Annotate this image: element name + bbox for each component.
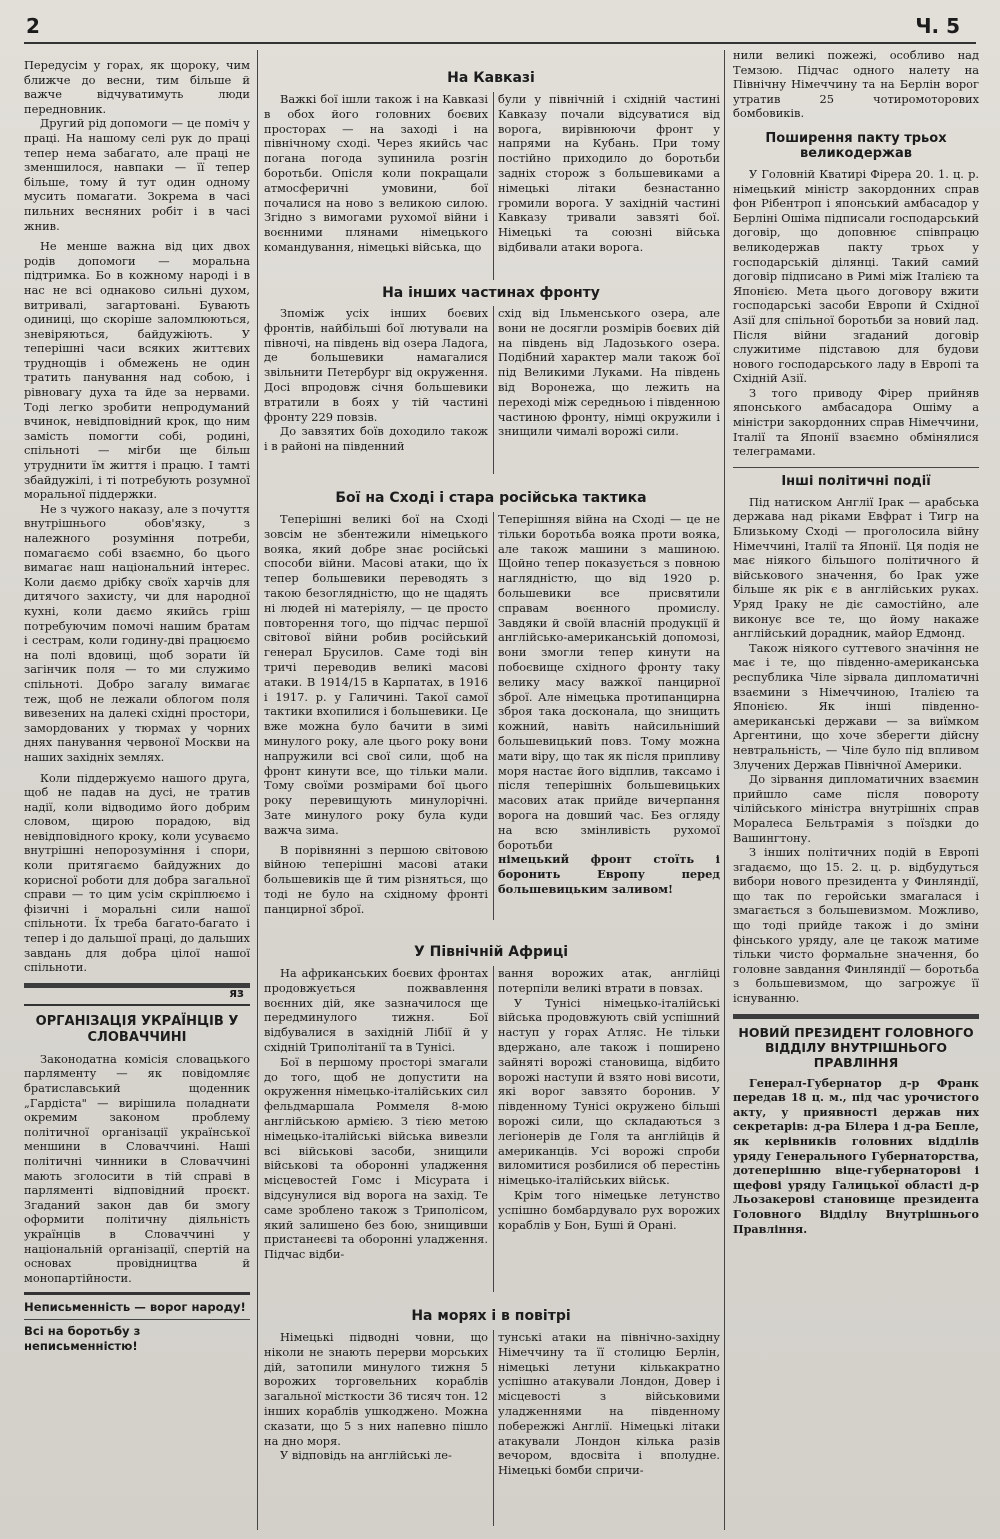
pact-text-2: З того приводу Фірер прийняв японського амбасадора Ошіму а міністри закордонних справ Німеччини, Італії та Японії взаємно обмінялися телеграмами. [733, 385, 979, 459]
president-heading: НОВИЙ ПРЕЗИДЕНТ ГОЛОВНОГО ВІДДІЛУ ВНУТРІШНЬОГО ПРАВЛІННЯ [738, 1024, 974, 1070]
president-text: Генерал-Губернатор д-р Франк передав 18 ц. м., під час урочистого акту, у приявності держав них секретарів: д-ра Білера і д-ра Бепле, як керівників головних відділів уряду Генерального Губернаторства, дотеперішню віце-губернаторові і щефові уряду Галицької області д-р Льозакерові становище президента Головного Відділу Внутрішнього Правління. [733, 1075, 979, 1236]
sea-left [264, 1330, 488, 1530]
right-top-text: нили великі пожежі, особливо над Темзою. Підчас одного налету на Північну Німеччину та на Берлін ворог утратив 25 чотиромоторових бомбовиків. [733, 48, 979, 121]
page-number-left: 2 [26, 14, 40, 38]
pact-heading: Поширення пакту трьох великодержав [765, 130, 947, 161]
africa-right [498, 966, 720, 1296]
east-right [498, 512, 720, 922]
africa-text-left-2: Бої в першому просторі змагали до того, щоб не допустити на окруження німецько-італійських сил фельдмаршала Роммеля 8-мою англійською армією. З тією метою німецько-італійські війська вивезли всі військові засоби, знищили військові та оборонні уладження місцевостей Гомс і Місурата і відсунулися від ворога на захід. Те саме зроблено також з Триполісом, який залишено без бою, знищивши пристанеєві та оборонні уладження. Підчас відби- [264, 1054, 488, 1262]
left-paragraph: Коли піддержуємо нашого друга, щоб не падав на дусі, не тратив надії, коли відводимо його добрим словом, щирою порадою, від невідповідного кроку, коли усуваємо внутрішні непорозуміння і спори, коли притягаємо байдужних до корисної роботи для добра загальної справи — то цим усім скріплюємо і фізичні і моральні сили нашої спільноти. Їх треба багато-багато і тепер і до дальшої праці, до дальших завдань для добра цілої нашої спільноти. [24, 770, 250, 975]
sea-text-left: Німецькі підводні човни, що ніколи не знають перерви морських дій, затопили минулого тижня 5 ворожих торговельних кораблів загальної місткости 36 тисяч тон. 12 інших кораблів ушкоджено. Можна сказати, що 5 з них напевно пішло на дно моря. [264, 1330, 488, 1448]
left-paragraph: Не менше важна від цих двох родів допомоги — моральна підтримка. Бо в кожному народі і в нас не всі однаково сильні духом, витривалі, загартовані. Бувають одиниці, що скоріше заломлюються, зневіряються, байдужіють. У теперішні часи всяких життєвих труднощів і обмежень не один тратить панування над собою, і рівновагу духа та йде за нервами. Тоді легко зробити непродуманий вчинок, невідповідний крок, що ним замість помогти собі, родині, спільноті — мігби ще більш утруднити їм життя і працю. І тамті збайдужілі, і ті потребують розумної моральної піддержки. [24, 239, 250, 502]
east-left [264, 512, 488, 922]
sea-air-heading: На морях і в повітрі [411, 1308, 571, 1324]
left-column [24, 58, 250, 1528]
africa-text-right-2: У Тунісі німецько-італійські війська продовжують свій успішний наступ у горах Атляс. Не тільки вдержано, але також і поширено зайняті ворожі становища, відбито ворожі наступи й взято нові висоти, які ворог завзято боронив. У південному Тунісі окружено більші ворожі сили, що складаються з легіонерів де Голя та англійців й американців. Усі ворожі спроби виломитися розбилися об перестінь німецько-італійських військ. [498, 995, 720, 1188]
caucasus-text-left: Важкі бої ішли також і на Кавказі в обох його головних боєвих просторах — на заході і на північному сході. Через якийсь час погана погода зупинила розгін боротьби. Опісля коли покращали атмосферичні умовини, бої почалися на ново з великою силою. Згідно з вимогами рухомої війни і воєнними плянами німецького командування, німецькі війська, що [264, 92, 488, 254]
politics-text-4: З інших політичних подій в Европі згадаємо, що 15. 2. ц. р. відбудуться вибори нового президента у Финляндії, що так по геройськи змагалася і змагається з большевизмом. Можливо, що тоді прийде також і до зміни фінського уряду, але це також матиме тільки чисто формальне значення, бо головне завдання Финляндії — боротьба з большевизмом, що загрожує її існуванню. [733, 845, 979, 1006]
section-rule [733, 467, 979, 468]
caucasus-heading: На Кавказі [447, 70, 535, 86]
other-fronts-text-left: Зпоміж усіх інших боєвих фронтів, найбільші бої лютували на півночі, на південь від озера Ладога, де большевики намагалися звільнити Петербург від окруження. Досі впродовж січня большевики втратили в боях у тій частині фронту 229 повзів. [264, 306, 488, 424]
politics-text: Під натиском Англії Ірак — арабська держава над ріками Евфрат і Тигр на Близькому Сході — проголосила війну Німеччині, Італії та Японії. Ця подія не має ніякого більшого політичного й військового значення, бо Ірак уже більше як рік є в англійських руках. Уряд Іраку не діє самостійно, але виконує все те, що йому накаже англійський дорадник, майор Едмонд. [733, 494, 979, 641]
africa-text-left: На африканських боєвих фронтах продовжується пожвавлення воєнних дій, яке зазначилося ще передминулого тижня. Бої відбувалися в західній Лібії й у східній Триполітанії та в Тунісі. [264, 966, 488, 1054]
subcolumn-divider [493, 1330, 494, 1526]
caucasus-right [498, 92, 720, 282]
politics-text-3: До зірвання дипломатичних взаємин прийшло саме після повороту чілійського міністра внутрішніх справ Моралеса Бельтрамія з поїздки до Вашингтону. [733, 772, 979, 845]
section-rule [24, 1004, 250, 1006]
subcolumn-divider [493, 306, 494, 474]
left-paragraph: Другий рід допомоги — це поміч у праці. На нашому селі рук до праці тепер нема забагато, але праці не зменшилося, навпаки — її тепер більше, тому й тут один одному мусить помагати. Зокрема в часі пильних весняних робіт і в часі жнив. [24, 116, 250, 233]
left-paragraph: Не з чужого наказу, але з почуття внутрішнього обов'язку, з належного розуміння потреби, помагаємо собі взаємно, бо цього вимагає наш національний інтерес. Коли даємо дрібку своїх харчів для дитячого захисту, чи для народної кухні, коли даємо якийсь гріш потребуючим помочі нашим братам і сестрам, коли годину-дві працюємо на полі вдовиці, щоб зорати їй загінчик поля — то ми служимо спільноті. Добро загалу вимагає теж, щоб не лежали облогом поля вивезених на далекі східні простори, замордованих у тюрмах у чорних днях панування червоної Москви на наших західніх землях. [24, 501, 250, 764]
east-text-left: Теперішні великі бої на Сході зовсім не збентежили німецького вояка, який добре знає російські способи війни. Масові атаки, що їх тепер большевики переводять з такою безоглядністю, що не щадять ні людей ні матеріялу, — це просто повторення того, що підчас першої світової війни робив російський генерал Брусилов. Саме тоді він тричі переводив великі масові атаки. В 1914/15 в Карпатах, в 1916 і 1917. р. у Галичині. Такої самої тактики вхопилися і большевики. Це вже можна було бачити в зимі минулого року, але цього року вони напружили всі свої сили, щоб на фронт кинути все, що тільки мали. Тому своїми розмірами бої цього року перевищують минулорічні. Зате минулого року була куди важча зима. [264, 512, 488, 837]
column-divider-right [724, 50, 725, 1530]
subcolumn-divider [493, 966, 494, 1292]
section-bar [733, 1014, 979, 1019]
caucasus-left [264, 92, 488, 282]
politics-text-2: Також ніякого суттевого значіння не має і те, що південно-американська республика Чіле зірвала дипломатичні взаємини з Німеччиною, Італією та Японією. Як інші південно-американські держави — за виїмком Аргентини, що хоче зберегти дійсну невтральність, — Чіле було під впливом Злучених Держав Північної Америки. [733, 640, 979, 772]
africa-heading: У Північній Африці [413, 944, 568, 960]
column-divider-left [257, 50, 258, 1530]
east-text-right: Теперішняя війна на Сході — це не тільки боротьба вояка проти вояка, але також машини з машиною. Щойно тепер показується з повною наглядністю, що від 1920 р. большевики все присвятили справам воєнного промислу. Завдяки й своїй власній продукції й англійсько-американській допомозі, вони змогли тепер кинути на побоєвище східного фронту таку велику масу важкої панцирної зброї. Але німецька протипанцирна зброя така досконала, що знищить кожний, навіть найсильніший большевицький повз. Тому можна мати віру, що так як після припливу моря настає його відплив, таксамо і після теперішніх большевицьких масових атак прийде вичерпання ворога на довший час. Без огляду на всю змінливість рухомої боротьби [498, 512, 720, 852]
east-text-left-2: В порівнянні з першою світовою війною теперішні масові атаки большевиків ще й тим різняться, що тоді не було на східному фронті панцирної зброї. [264, 842, 488, 916]
subcolumn-divider [493, 92, 494, 280]
sea-text-left-2: У відповідь на англійські ле- [280, 1448, 452, 1463]
other-fronts-right [498, 306, 720, 478]
africa-left [264, 966, 488, 1296]
sea-text-right: тунські атаки на північно-західну Німеччину та її столицю Берлін, німецькі летуни кількакратно успішно атакували Лондон, Довер і місцевості з військовими уладженнями на південному побережжі Англії. Німецькі літаки атакували Лондон кілька разів вечором, вдосвіта і вполудне. Німецькі бомби спричи- [498, 1330, 720, 1478]
section-rule [24, 1292, 250, 1295]
east-heading: Бої на Сході і стара російська тактика [335, 490, 647, 506]
org-heading: ОРГАНІЗАЦІЯ УКРАЇНЦІВ У СЛОВАЧЧИНІ [35, 1013, 239, 1045]
politics-heading: Інші політичні події [781, 473, 931, 489]
africa-text-right: вання ворожих атак, англійці потерпіли великі втрати в повзах. [498, 966, 720, 995]
other-fronts-text-left-2: До завзятих боїв доходило також і в районі на південний [264, 424, 488, 454]
subcolumn-divider [493, 512, 494, 920]
east-text-right-bold: німецький фронт стоїть і боронить Европу перед большевицьким заливом! [498, 852, 720, 896]
sea-right [498, 1330, 720, 1530]
left-paragraph: Передусім у горах, як щороку, чим ближче до весни, тим більше й важче відчуватимуть люди передновник. [24, 58, 250, 116]
slogan-fight: Всі на боротьбу з неписьменністю! [24, 1323, 141, 1353]
caucasus-text-right: були у північній і східній частині Кавказу почали відсуватися від ворога, вирівнюючи фронт у напрями на Кубань. При тому постійно приходило до боротьби задніх сторож з большевиками а німецькі літаки безнастанно громили ворога. У західній частині Кавказу тривали завзяті бої. Німецькі та союзні війська відбивали атаки ворога. [498, 92, 720, 254]
pact-text: У Головній Кватирі Фірера 20. 1. ц. р. німецький міністр закордонних справ фон Рібентроп і японський амбасадор у Берліні Ошіма підписали господарський договір, що доповнює співпрацю великодержав пакту трьох у господарській ділянці. Такий самий договір підписано в Римі між Італією та Японією. Мета цього договору вжити господарські засоби Европи й Східної Азії для спільної боротьби за новий лад. Після війни згаданий договір служитиме підставою для будови нового господарського ладу в Европі та Східній Азії. [733, 166, 979, 386]
africa-text-right-3: Крім того німецьке летунство успішно бомбардувало рух ворожих кораблів у Бон, Буші й Орані. [498, 1187, 720, 1232]
page-number-right: Ч. 5 [915, 14, 960, 38]
right-column [733, 48, 979, 1528]
other-fronts-heading: На інших частинах фронту [382, 285, 600, 301]
other-fronts-text-right: схід від Ільменського озера, але вони не досягли розмірів боєвих дій на південь від Ладозького озера. Подібний характер мали також бої під Великими Луками. На південь від Воронежа, що лежить на переході між середньою і південною частиною фронту, німці окружили і знищили чималі ворожі сили. [498, 306, 720, 439]
author-signature: яз [229, 985, 244, 1000]
top-rule [24, 42, 976, 44]
section-rule [24, 1319, 250, 1320]
other-fronts-left [264, 306, 488, 478]
org-text: Законодатна комісія словацького парляменту — як повідомляє братиславський щоденник „Гардіста" — вирішила поладнати окремим законом проблему політичної організації української меншини в Словаччині. Наші політичні чинники в Словаччині мають зголосити в тій справі в парляменті відповідний проєкт. Згаданий закон дав би змогу оформити політичну діяльність українців в Словаччині у національній організації, спертій на основах провідництва й монопартійности. [24, 1051, 250, 1285]
slogan-illiteracy: Неписьменність — ворог народу! [24, 1300, 246, 1315]
